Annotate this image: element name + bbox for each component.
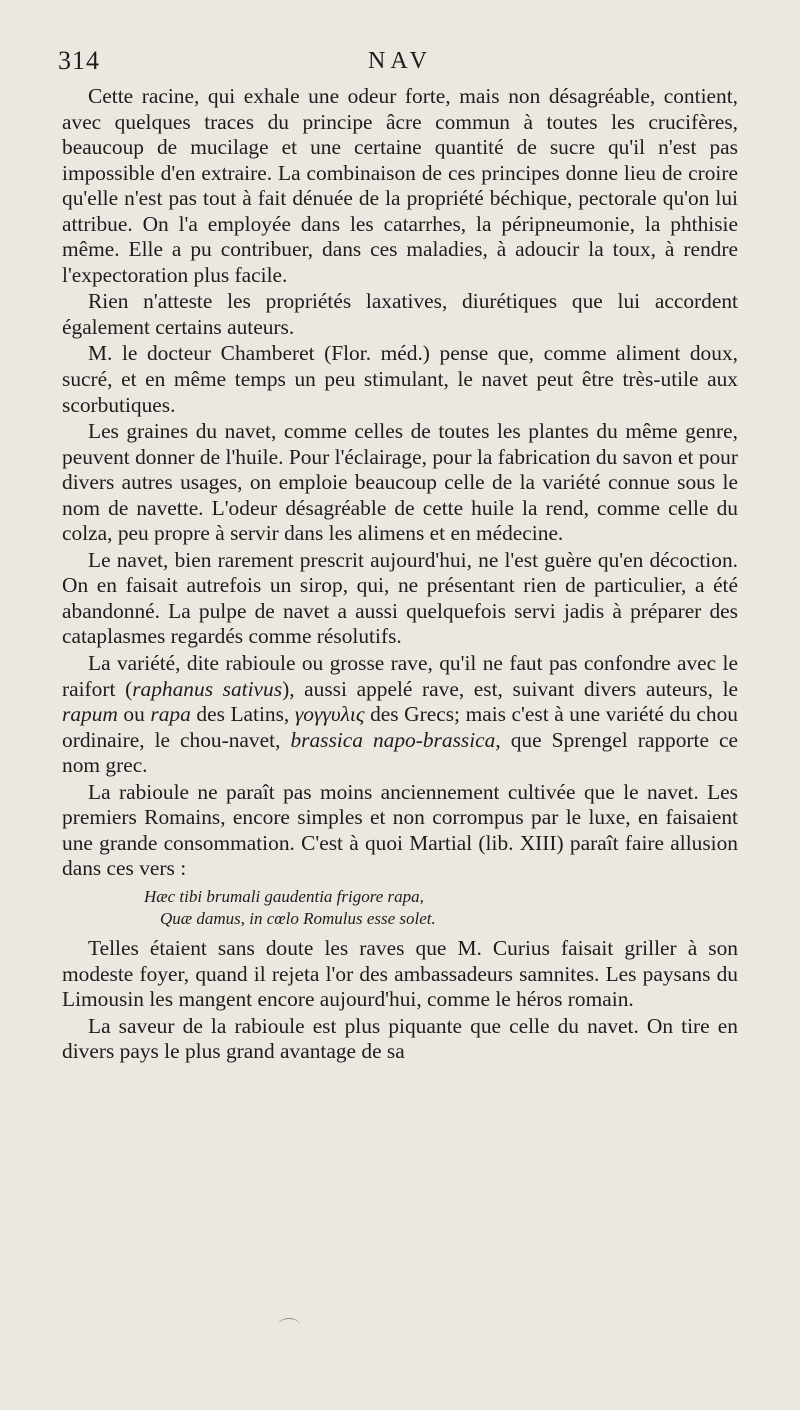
page-number: 314: [58, 46, 100, 75]
text-run: ou: [117, 702, 151, 727]
text-run: des Grecs; mais c'est à une variété du chou ordinaire, le chou-navet,: [62, 702, 738, 752]
text-run: , que Sprengel rapporte ce nom grec.: [62, 727, 738, 778]
running-head: NAV: [368, 48, 432, 74]
paragraph: Rien n'atteste les propriétés laxatives, diurétiques que lui accordent également certains auteurs.: [62, 289, 738, 339]
paragraph: Cette racine, qui exhale une odeur forte, mais non désagréable, contient, avec quelques traces du principe âcre commun à toutes les crucifères, beaucoup de mucilage et une certaine quantité de sucre qu'il n'est pas impossible d'en extraire. La combinaison de ces principes donne lieu de croire qu'elle n'est pas tout à fait dénuée de la propriété béchique, pectorale qu'on lui attribue. On l'a employée dans les catarrhes, la péripneumonie, la phthisie même. Elle a pu contribuer, dans ces maladies, à adoucir la toux, à rendre l'expectoration plus facile.: [62, 84, 738, 287]
text-run: La variété, dite rabioule ou grosse rave, qu'il ne faut pas confondre avec le raifort (: [62, 651, 738, 701]
paragraph: La saveur de la rabioule est plus piquante que celle du navet. On tire en divers pays le plus grand avantage de sa: [62, 1013, 738, 1064]
paragraph: Le navet, bien rarement prescrit aujourd'hui, ne l'est guère qu'en décoction. On en faisait autrefois un sirop, qui, ne présentant rien de particulier, a été abandonné. La pulpe de navet a aussi quelquefois servi jadis à préparer des cataplasmes regardés comme résolutifs.: [62, 547, 738, 649]
greek-term: γογγυλις: [294, 702, 365, 727]
latin-term: rapum: [62, 702, 118, 727]
verse-line: Quæ damus, in cœlo Romulus esse solet.: [160, 908, 436, 928]
paragraph: Les graines du navet, comme celles de toutes les plantes du même genre, peuvent donner de l'huile. Pour l'éclairage, pour la fabrication du savon et pour divers autres usages, on emploie beaucoup celle de la variété connue sous le nom de navette. L'odeur désagréable de cette huile la rend, comme celle du colza, peu propre à servir dans les alimens et en médecine.: [62, 419, 738, 546]
text-run: ), aussi appelé rave, est, suivant divers auteurs, le: [282, 676, 739, 701]
paragraph: Telles étaient sans doute les raves que M. Curius faisait griller à son modeste foyer, quand il rejeta l'or des ambassadeurs samnites. Les paysans du Limousin les mangent encore aujourd'hui, comme le héros romain.: [62, 935, 738, 1012]
paragraph: La rabioule ne paraît pas moins anciennement cultivée que le navet. Les premiers Romains, encore simples et non corrompus par le luxe, en faisaient une grande consommation. C'est à quoi Martial (lib. XIII) paraît faire allusion dans ces vers :: [62, 779, 738, 881]
paragraph: M. le docteur Chamberet (Flor. méd.) pense que, comme aliment doux, sucré, et en même temps un peu stimulant, le navet peut être très-utile aux scorbutiques.: [62, 341, 738, 417]
latin-term: rapa: [150, 702, 191, 727]
paper-mark: [278, 1318, 300, 1333]
verse-line: Hæc tibi brumali gaudentia frigore rapa,: [144, 886, 424, 906]
paragraph-rabioule: [62, 651, 738, 779]
text-run: des Latins,: [190, 702, 295, 727]
latin-term: brassica napo-brassica: [290, 727, 496, 752]
verse-quotation: [62, 886, 738, 930]
body-text: [62, 84, 738, 1066]
page-header: [58, 46, 740, 86]
latin-term: raphanus sativus: [132, 676, 283, 701]
